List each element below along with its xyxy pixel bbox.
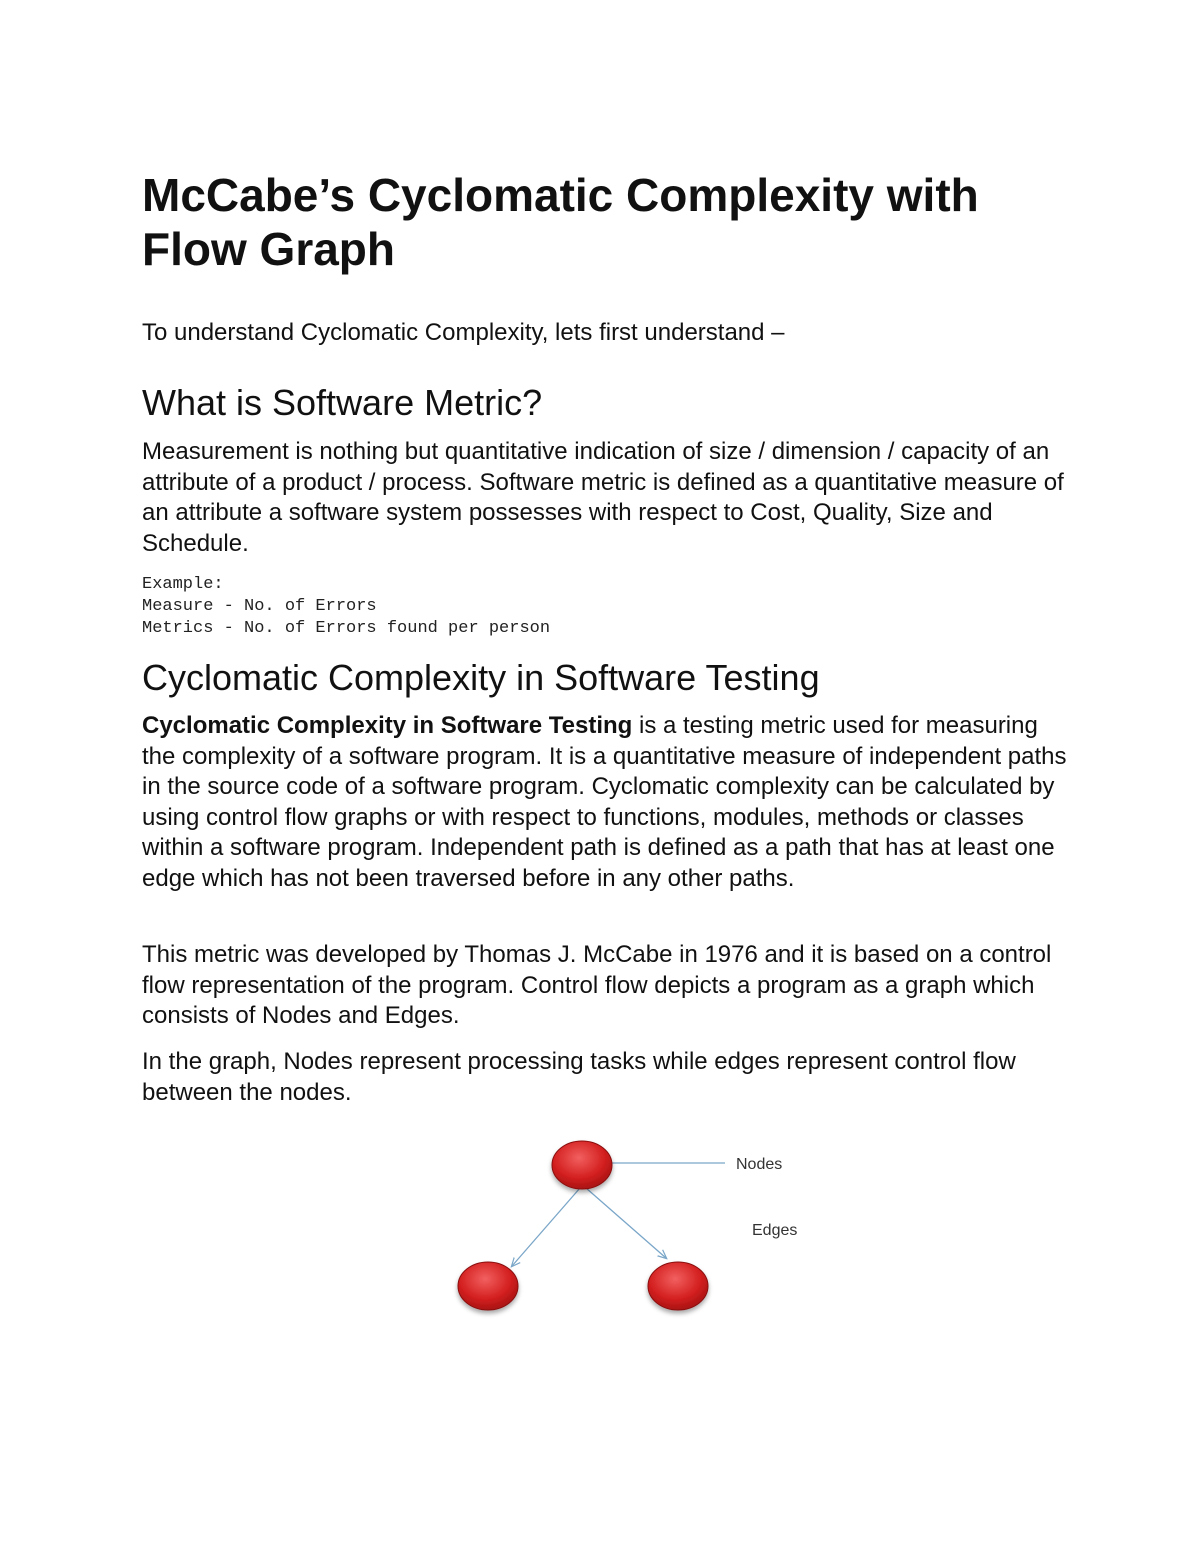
example-line: Example: <box>142 575 224 594</box>
section-heading-software-metric: What is Software Metric? <box>142 382 543 423</box>
example-line: Measure - No. of Errors <box>142 597 377 616</box>
cyclomatic-paragraph-3: In the graph, Nodes represent processing tasks while edges represent control flow between the nodes. <box>142 1048 1016 1106</box>
flow-graph-diagram <box>440 1130 840 1330</box>
example-line: Metrics - No. of Errors found per person <box>142 619 551 638</box>
section-heading-cyclomatic-complexity: Cyclomatic Complexity in Software Testing <box>142 657 820 698</box>
cyclomatic-bold-term: Cyclomatic Complexity in Software Testing <box>142 712 633 739</box>
nodes-label: Nodes <box>736 1156 783 1173</box>
edge-left <box>512 1188 580 1266</box>
intro-text: To understand Cyclomatic Complexity, lets first understand – <box>142 319 785 346</box>
edges-label: Edges <box>752 1222 798 1239</box>
node-bottom-left <box>458 1262 518 1310</box>
cyclomatic-paragraph-2: This metric was developed by Thomas J. McCabe in 1976 and it is based on a control flow representation of the program. Control flow depicts a program as a graph which consists of Nodes and Edges. <box>142 941 1052 1029</box>
page-title: McCabe’s Cyclomatic Complexity with Flow Graph <box>142 169 979 275</box>
node-bottom-right <box>648 1262 708 1310</box>
cyclomatic-paragraph-1 <box>142 711 1072 894</box>
cyclomatic-paragraph-1-text: is a testing metric used for measuring the complexity of a software program. It is a quantitative measure of independent paths in the source code of a software program. Cyclomatic complexity can be calculated by using control flow graphs or with respect to functions, modules, methods or classes within a software program. Independent path is defined as a path that has at least one edge which has not been traversed before in any other paths. <box>142 712 1067 892</box>
software-metric-paragraph: Measurement is nothing but quantitative indication of size / dimension / capacity of an attribute of a product / process. Software metric is defined as a quantitative measure of an attribute a software system possesses with respect to Cost, Quality, Size and Schedule. <box>142 438 1064 557</box>
edge-right <box>586 1188 666 1258</box>
node-top <box>552 1141 612 1189</box>
example-code-block <box>142 574 550 640</box>
